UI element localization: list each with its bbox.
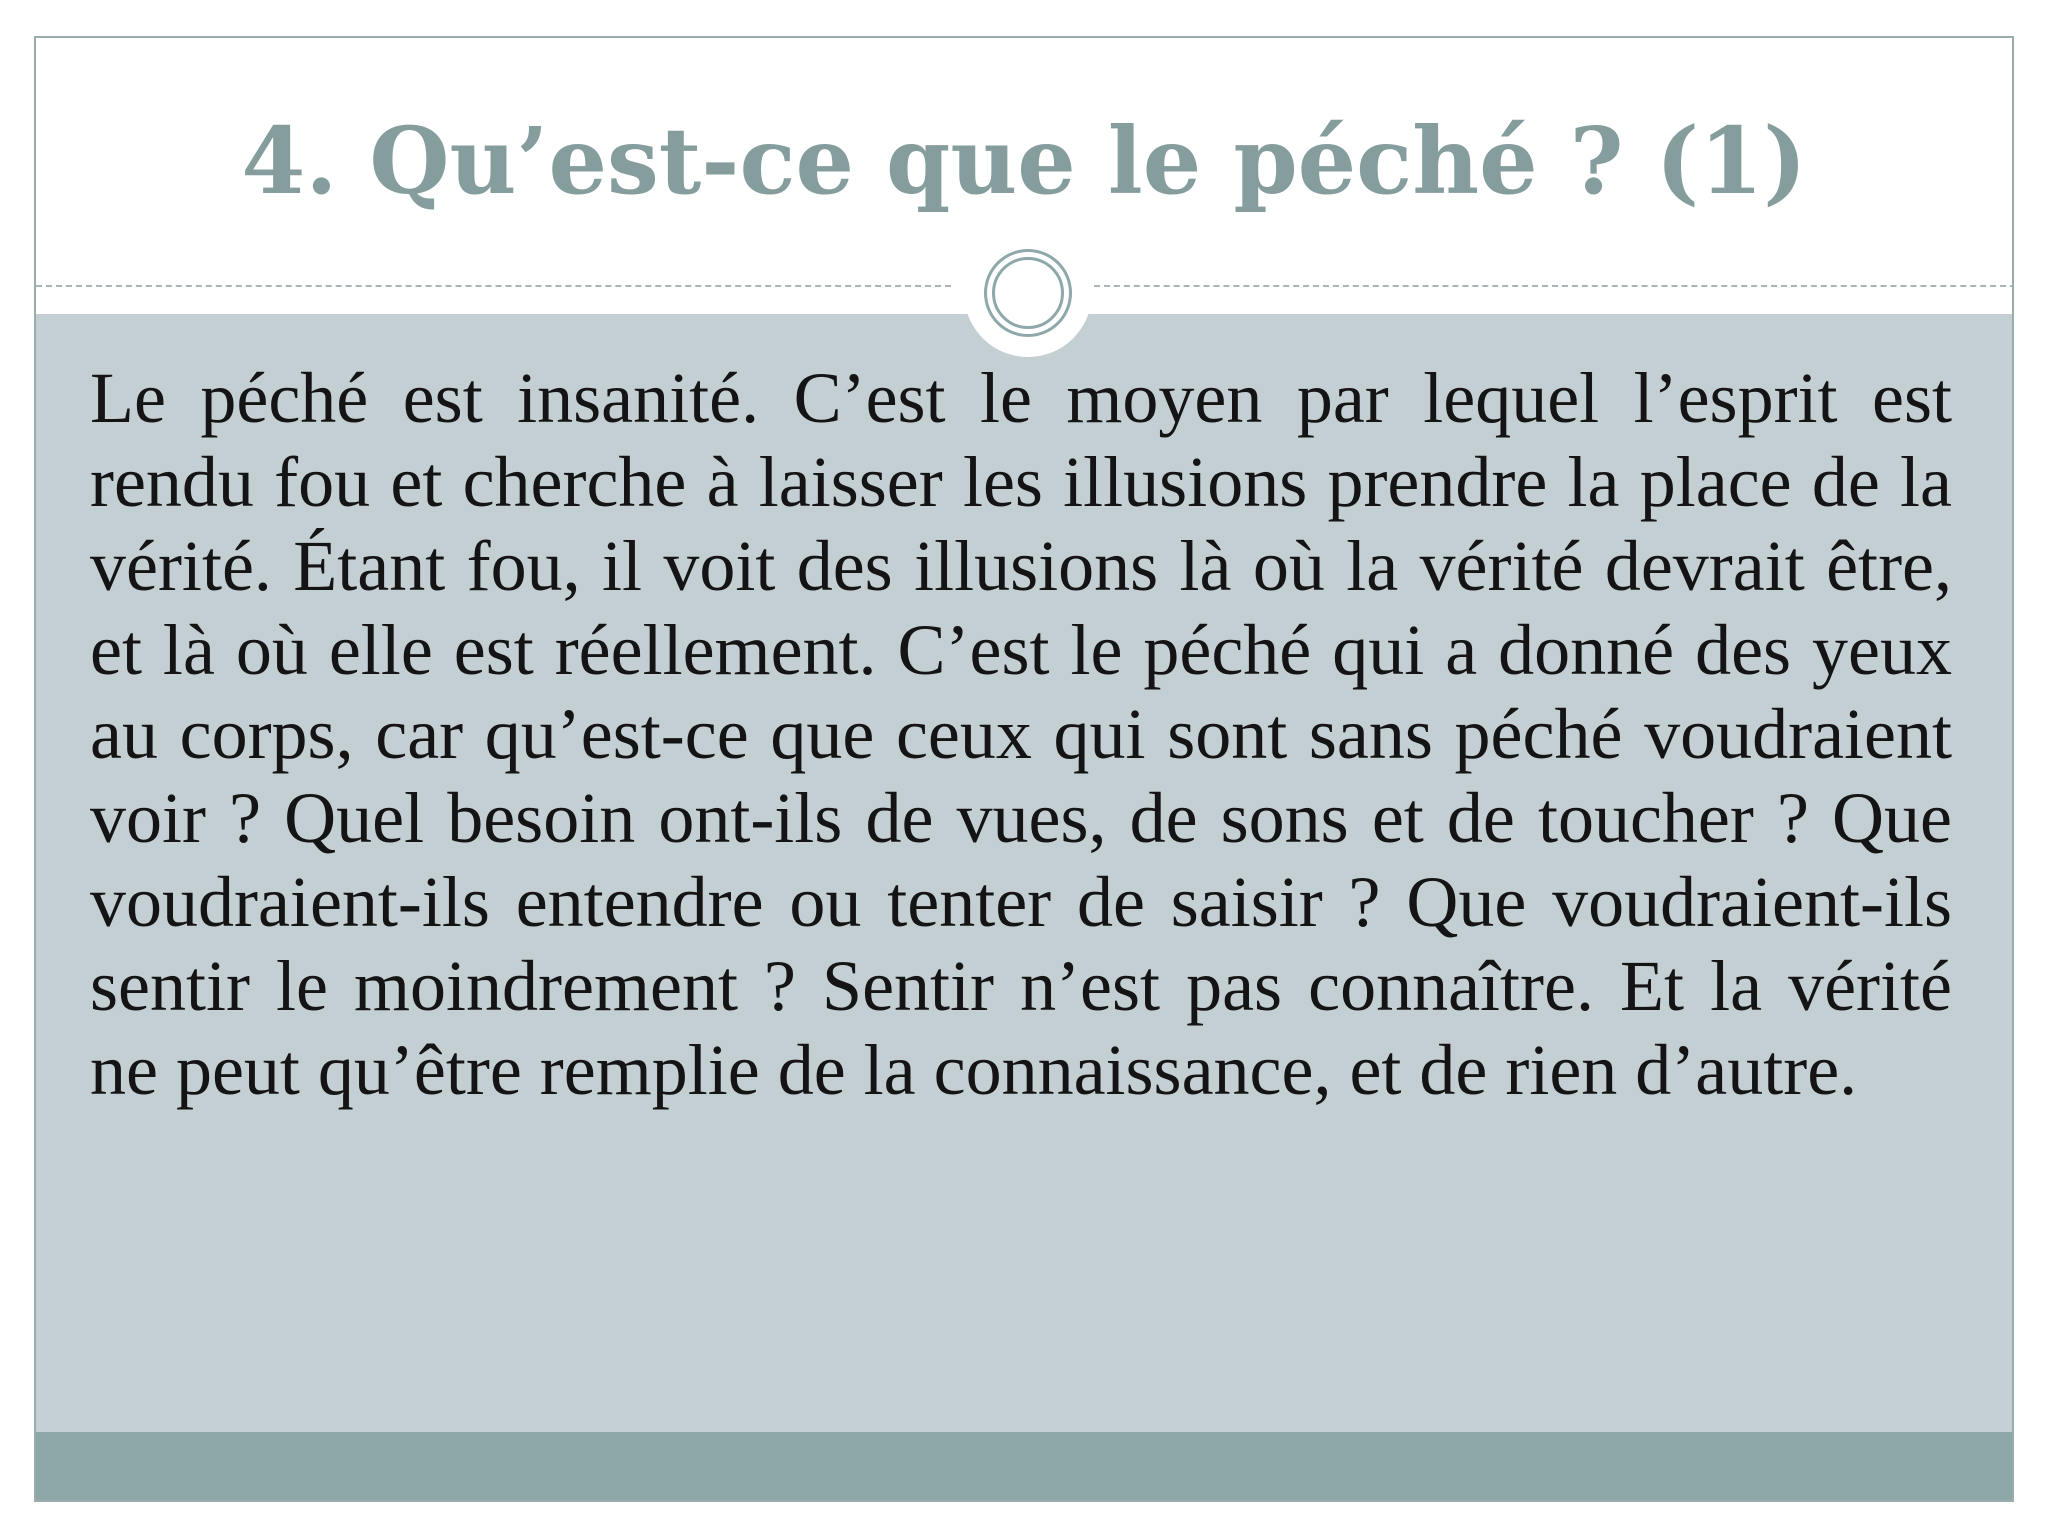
double-circle-icon [964,229,1092,357]
slide-body-text: Le péché est insanité. C’est le moyen par lequel l’esprit est rendu fou et cherche à laisser les illusions prendre la place de la vérité. Étant fou, il voit des illusions là où la vérité devrait être, et là où elle est réellement. C’est le péché qui a donné des yeux au corps, car qu’est-ce que ceux qui sont sans péché voudraient voir ? Quel besoin ont-ils de vues, de sons et de toucher ? Que voudraient-ils entendre ou tenter de saisir ? Que voudraient-ils sentir le moindrement ? Sentir n’est pas connaître. Et la vérité ne peut qu’être remplie de la connaissance, et de rien d’autre. [90,358,1952,1110]
ornament-outer-ring [984,249,1072,337]
slide [34,36,2014,1502]
footer-band [36,1432,2012,1502]
title-divider-right [1094,285,2014,287]
ornament-inner-ring [992,257,1064,329]
title-divider-left [36,285,951,287]
slide-title: 4. Qu’est-ce que le péché ? (1) [241,107,1807,215]
